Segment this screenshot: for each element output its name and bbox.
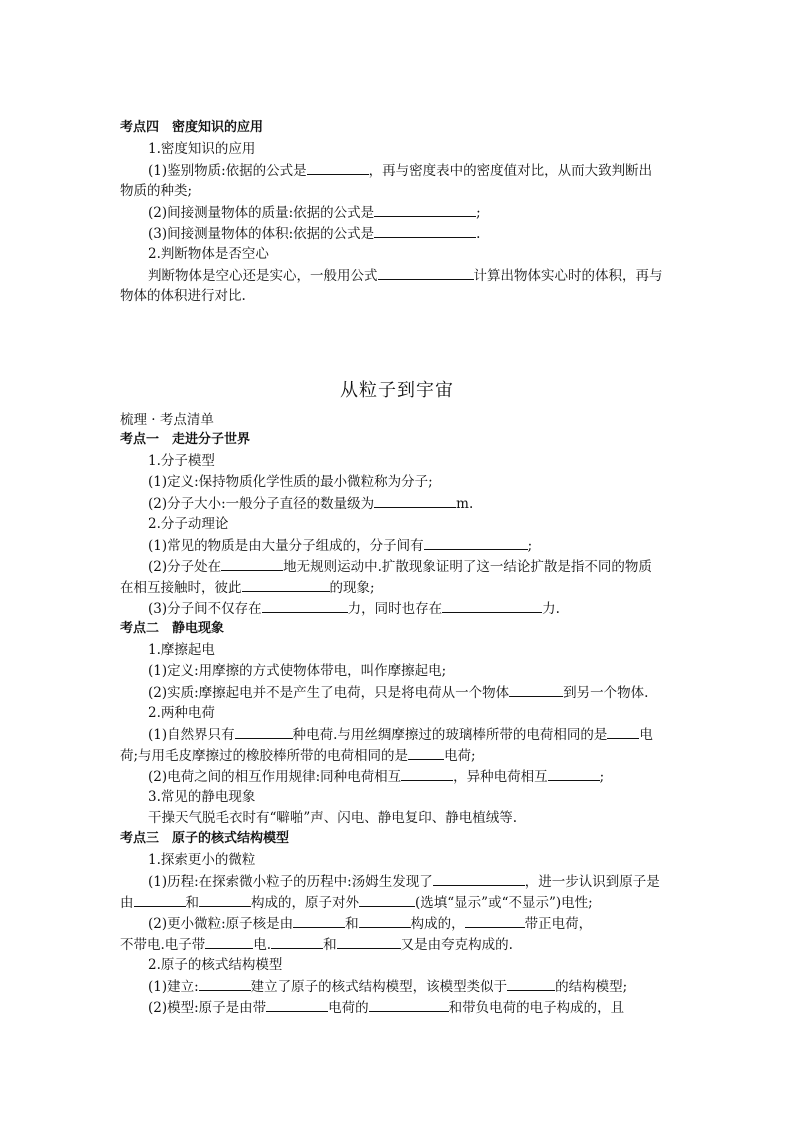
subheading: 1.密度知识的应用 — [148, 141, 256, 157]
blank — [401, 766, 453, 781]
text-line: (3)间接测量物体的体积:依据的公式是 . — [148, 223, 680, 244]
blank — [507, 976, 555, 991]
section-heading: 考点四 密度知识的应用 — [120, 120, 264, 135]
blank — [134, 892, 186, 907]
blank — [374, 202, 476, 217]
section-heading: 考点三 原子的核式结构模型 — [120, 831, 290, 846]
subheading: 2.判断物体是否空心 — [148, 246, 269, 262]
blank — [205, 934, 253, 949]
blank — [359, 913, 411, 928]
blank — [307, 160, 369, 175]
text-line: (2)实质:摩擦起电并不是产生了电荷，只是将电荷从一个物体 到另一个物体. — [148, 682, 680, 703]
text-line: (1)常见的物质是由大量分子组成的，分子间有 ; — [148, 535, 680, 556]
blank — [442, 598, 542, 613]
blank — [378, 265, 474, 280]
text-line: (1)自然界只有 种电荷.与用丝绸摩擦过的玻璃棒所带的电荷相同的是 电 — [148, 724, 680, 745]
text-line: 物质的种类; — [120, 183, 193, 199]
text-line: (3)分子间不仅存在 力，同时也存在 力. — [148, 598, 680, 619]
blank — [548, 766, 600, 781]
text-line: 在相互接触时，彼此 的现象; — [120, 577, 680, 598]
subheading: 1.探索更小的微粒 — [148, 852, 256, 868]
blank — [262, 598, 348, 613]
text-line: (2)分子大小:一般分子直径的数量级为 m. — [148, 493, 680, 514]
text-line: 不带电.电子带 电. 和 又是由夸克构成的. — [120, 934, 680, 955]
blank — [374, 223, 476, 238]
text-line: (1)定义:用摩擦的方式使物体带电，叫作摩擦起电; — [148, 663, 447, 679]
text-line: (1)鉴别物质:依据的公式是 ，再与密度表中的密度值对比，从而大致判断出 — [148, 160, 680, 181]
blank — [199, 976, 251, 991]
blank — [424, 535, 528, 550]
text-line: 判断物体是空心还是实心，一般用公式 计算出物体实心时的体积，再与 — [148, 265, 680, 286]
text-line: (2)间接测量物体的质量:依据的公式是 ; — [148, 202, 680, 223]
text-line: (2)分子处在 地无规则运动中.扩散现象证明了这一结论扩散是指不同的物质 — [148, 556, 680, 577]
text-line: 荷;与用毛皮摩擦过的橡胶棒所带的电荷相同的是 电荷; — [120, 745, 680, 766]
blank — [374, 493, 456, 508]
text-line: 由 和 构成的，原子对外 (选填“显示”或“不显示”)电性; — [120, 892, 680, 913]
text-line: (1)建立: 建立了原子的核式结构模型，该模型类似于 的结构模型; — [148, 976, 680, 997]
text-line: (2)模型:原子是由带 电荷的 和带负电荷的电子构成的，且 — [148, 997, 680, 1018]
subheading: 3.常见的静电现象 — [148, 789, 256, 805]
blank — [607, 724, 639, 739]
subheading: 1.摩擦起电 — [148, 642, 215, 658]
subheading: 1.分子模型 — [148, 453, 215, 469]
blank — [408, 745, 444, 760]
blank — [221, 556, 283, 571]
blank — [465, 913, 525, 928]
blank — [369, 997, 449, 1012]
subheading: 2.原子的核式结构模型 — [148, 957, 283, 973]
blank — [433, 871, 525, 886]
subheading: 2.分子动理论 — [148, 516, 229, 532]
text-line: 干操天气脱毛衣时有“噼啪”声、闪电、静电复印、静电植绒等. — [148, 810, 518, 826]
blank — [337, 934, 401, 949]
text-line: 物体的体积进行对比. — [120, 288, 246, 304]
blank — [266, 997, 328, 1012]
blank — [199, 892, 251, 907]
text-line: (2)更小微粒:原子核是由 和 构成的， 带正电荷， — [148, 913, 680, 934]
section-heading: 考点二 静电现象 — [120, 621, 225, 636]
blank — [509, 682, 563, 697]
blank — [293, 913, 345, 928]
blank — [359, 892, 415, 907]
blank — [242, 577, 330, 592]
text-line: (1)历程:在探索微小粒子的历程中:汤姆生发现了 ，进一步认识到原子是 — [148, 871, 680, 892]
section-heading: 考点一 走进分子世界 — [120, 432, 251, 447]
summary-label: 梳理 · 考点清单 — [120, 412, 214, 428]
text-line: (1)定义:保持物质化学性质的最小微粒称为分子; — [148, 474, 433, 490]
chapter-title: 从粒子到宇宙 — [340, 380, 454, 401]
text-line: (2)电荷之间的相互作用规律:同种电荷相互 ，异种电荷相互 ; — [148, 766, 680, 787]
blank — [235, 724, 293, 739]
blank — [271, 934, 323, 949]
subheading: 2.两种电荷 — [148, 705, 215, 721]
